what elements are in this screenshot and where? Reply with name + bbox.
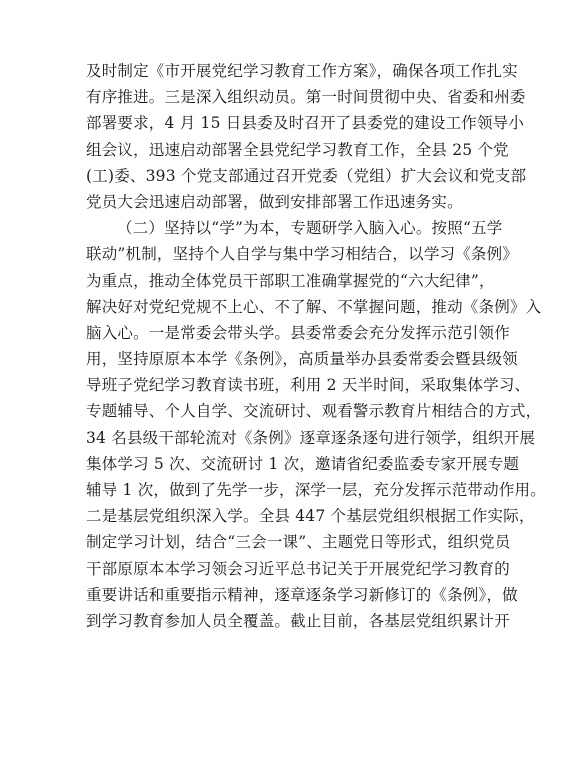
text-line-1: 及时制定《市开展党纪学习教育工作方案》，确保各项工作扎实 — [86, 62, 518, 80]
text-line-5: (工)委、393 个党支部通过召开党委（党组）扩大会议和党支部 — [86, 166, 527, 185]
text-line-21: 重要讲话和重要指示精神，逐章逐条学习新修订的《条例》，做 — [86, 585, 518, 604]
text-line-22: 到学习教育参加人员全覆盖。截止目前，各基层党组织累计开 — [86, 611, 510, 630]
text-line-2: 有序推进。三是深入组织动员。第一时间贯彻中央、省委和州委 — [86, 88, 526, 107]
text-line-9: 为重点，推动全体党员干部职工准确掌握党的“六大纪律”， — [86, 271, 495, 290]
text-line-16: 集体学习 5 次、交流研讨 1 次，邀请省纪委监委专家开展专题 — [86, 454, 520, 473]
text-line-18: 二是基层党组织深入学。全县 447 个基层党组织根据工作实际， — [86, 507, 535, 526]
text-line-12: 用，坚持原原本本学《条例》，高质量举办县委常委会暨县级领 — [86, 350, 518, 369]
text-line-17: 辅导 1 次，做到了先学一步，深学一层，充分发挥示范带动作用。 — [86, 481, 546, 499]
text-line-3: 部署要求，4 月 15 日县委及时召开了县委党的建设工作领导小 — [86, 114, 525, 133]
text-line-19: 制定学习计划，结合“三会一课”、主题党日等形式，组织党员 — [86, 533, 511, 552]
text-line-15: 34 名县级干部轮流对《条例》逐章逐条逐句进行领学，组织开展 — [86, 428, 536, 447]
text-line-13: 导班子党纪学习教育读书班，利用 2 天半时间，采取集体学习、 — [86, 376, 531, 395]
text-line-8: 联动”机制，坚持个人自学与集中学习相结合，以学习《条例》 — [86, 245, 519, 264]
section-heading-line: （二）坚持以“学”为本，专题研学入脑入心。按照“五学 — [117, 219, 503, 238]
document-body-text — [86, 58, 546, 634]
text-line-20: 干部原原本本学习领会习近平总书记关于开展党纪学习教育的 — [86, 559, 510, 578]
text-line-14: 专题辅导、个人自学、交流研讨、观看警示教育片相结合的方式， — [86, 402, 542, 421]
text-line-11: 脑入心。一是常委会带头学。县委常委会充分发挥示范引领作 — [86, 323, 510, 342]
text-line-6: 党员大会迅速启动部署，做到安排部署工作迅速务实。 — [86, 192, 463, 211]
text-line-10: 解决好对党纪党规不上心、不了解、不掌握问题，推动《条例》入 — [86, 297, 542, 316]
text-line-4: 组会议，迅速启动部署全县党纪学习教育工作，全县 25 个党 — [86, 140, 509, 159]
